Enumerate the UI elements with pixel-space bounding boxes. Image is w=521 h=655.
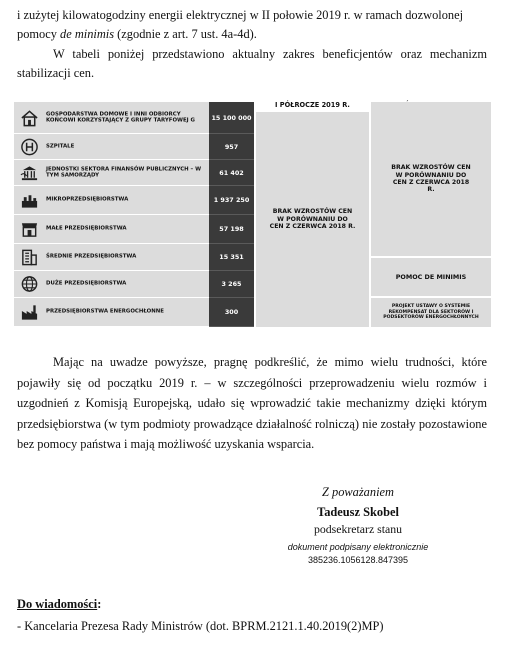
- de-minimis-italic: de minimis: [60, 27, 115, 41]
- header-first-half: I PÓŁROCZE 2019 R.: [275, 101, 350, 109]
- signer-name: Tadeusz Skobel: [317, 505, 399, 519]
- table-row: [14, 102, 210, 134]
- public-sector-icon: [20, 163, 39, 182]
- row-value: 1 937 250: [209, 186, 254, 215]
- first-half-cell: [256, 112, 369, 327]
- recipient-item: - Kancelaria Prezesa Rady Ministrów (dot. BPRM.2121.1.40.2019(2)MP): [17, 619, 384, 633]
- row-value: 61 402: [209, 160, 254, 186]
- second-half-cell-bottom: [371, 298, 491, 327]
- intro-line-2-pre: pomocy: [17, 27, 61, 41]
- row-value: 300: [209, 298, 254, 327]
- first-half-text: BRAK WZROSTÓW CEN W PORÓWNANIU DO CEN Z CZERWCA 2018 R.: [269, 208, 356, 231]
- row-value: 57 198: [209, 215, 254, 244]
- signer-title: podsekretarz stanu: [313, 522, 403, 536]
- beneficiaries-table: [14, 99, 491, 327]
- row-label: JEDNOSTKI SEKTORA FINANSÓW PUBLICZNYCH – W TYM SAMORZĄDY: [46, 165, 202, 179]
- table-row: [14, 298, 210, 327]
- office-building-icon: [20, 248, 39, 267]
- recipients-heading: [17, 595, 487, 614]
- hospital-icon: [20, 137, 39, 156]
- intro-paragraph: [17, 6, 487, 44]
- row-value: 15 100 000: [209, 102, 254, 134]
- compensation-bill-text: PROJEKT USTAWY O SYSTEMIE REKOMPENSAT DLA SEKTORÓW I PODSEKTORÓW ENERGOCHŁONNYCH: [383, 304, 479, 321]
- table-row: [14, 215, 210, 244]
- greeting: Z poważaniem: [322, 485, 394, 499]
- signature-number: 385236.1056128.847395: [307, 555, 409, 565]
- e-signature-note: dokument podpisany elektronicznie: [287, 542, 429, 552]
- intro-line-1: i zużytej kilowatogodziny energii elektrycznej w II połowie 2019 r. w ramach dozwolonej: [17, 8, 464, 22]
- row-value: 957: [209, 134, 254, 160]
- row-label: MAŁE PRZEDSIĘBIORSTWA: [46, 225, 127, 232]
- micro-enterprise-icon: [20, 191, 39, 210]
- second-half-cell-mid: [371, 258, 491, 296]
- globe-icon: [20, 275, 39, 294]
- recipients-colon: :: [97, 597, 102, 611]
- second-half-top-text: BRAK WZROSTÓW CEN W PORÓWNANIU DO CEN Z CZERWCA 2018 R.: [391, 164, 471, 194]
- house-icon: [20, 108, 39, 127]
- row-label: SZPITALE: [46, 143, 75, 150]
- table-intro-paragraph: W tabeli poniżej przedstawiono aktualny zakres beneficjentów oraz mechanizm stabilizacji cen.: [17, 47, 487, 80]
- intro-line-2: [17, 25, 487, 44]
- shop-icon: [20, 220, 39, 239]
- de-minimis-text: POMOC DE MINIMIS: [395, 273, 467, 281]
- intro-line-2-post: (zgodnie z art. 7 ust. 4a-4d).: [114, 27, 257, 41]
- table-row: [14, 134, 210, 160]
- row-label: DUŻE PRZEDSIĘBIORSTWA: [46, 280, 127, 287]
- row-label: PRZEDSIĘBIORSTWA ENERGOCHŁONNE: [46, 308, 164, 315]
- summary-paragraph: Mając na uwadze powyższe, pragnę podkreślić, że mimo wielu trudności, które pojawiły się od początku 2019 r. – w szczególności przeprowadzeniu wielu rozmów i uzgodnień z Komisją Europejską, udało się wprowadzić takie mechanizmy dzięki którym przedsiębiorstwa (w tym podmioty prowadzące działalność rolniczą) nie zostały pozostawione bez pomocy państwa i mają możliwość uzyskania wsparcia.: [17, 355, 487, 451]
- factory-icon: [20, 303, 39, 322]
- table-row: [14, 186, 210, 215]
- table-row: [14, 271, 210, 298]
- table-row: [14, 160, 210, 186]
- row-label: ŚREDNIE PRZEDSIĘBIORSTWA: [46, 253, 137, 260]
- row-label: GOSPODARSTWA DOMOWE I INNI ODBIORCY KOŃCOWI KORZYSTAJĄCY Z GRUPY TARYFOWEJ G: [46, 110, 195, 124]
- table-row: [14, 244, 210, 271]
- second-half-cell-top: [371, 102, 491, 256]
- row-value: 15 351: [209, 244, 254, 271]
- recipients-label: Do wiadomości: [17, 597, 98, 611]
- row-value: 3 265: [209, 271, 254, 298]
- row-label: MIKROPRZEDSIĘBIORSTWA: [46, 196, 129, 203]
